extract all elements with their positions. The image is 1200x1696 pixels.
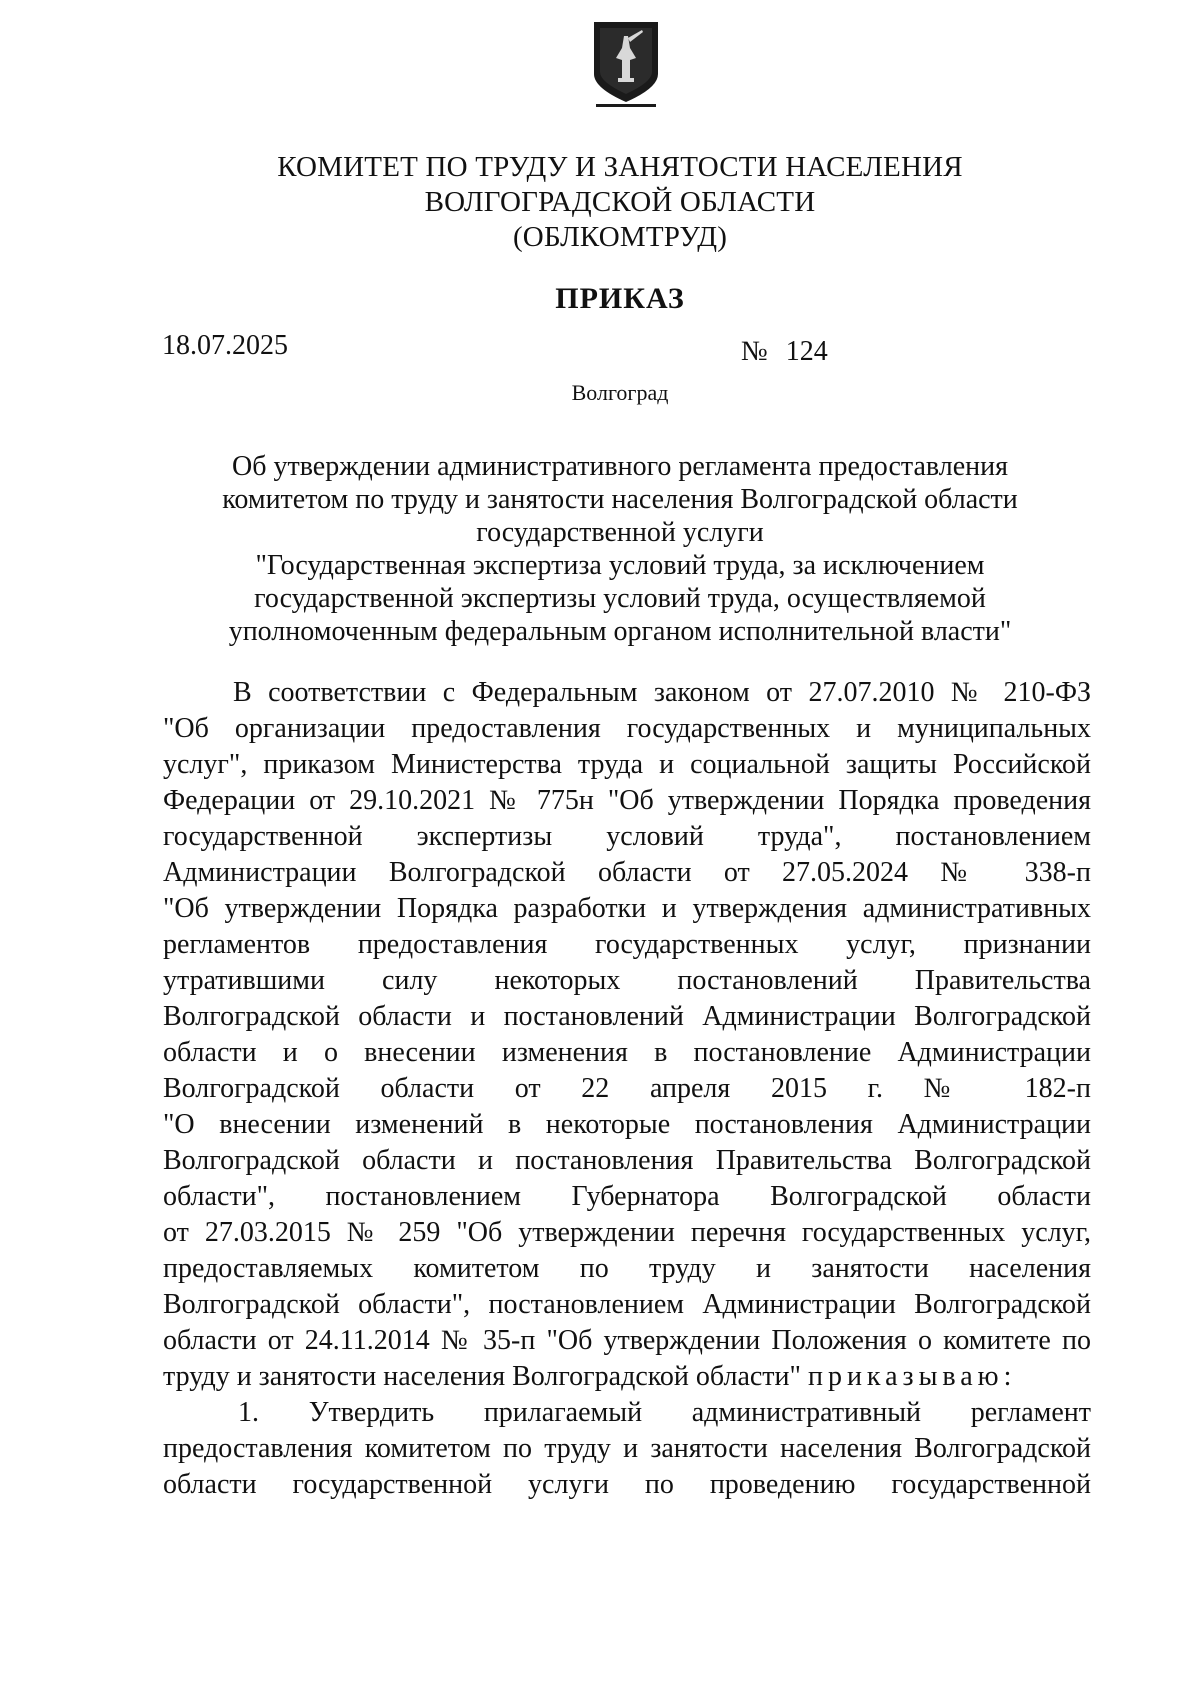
body-line: труду и занятости населения Волгоградской области" [163,1361,801,1392]
subject-line: комитетом по труду и занятости населения Волгоградской области [222,484,1018,515]
body-line: Волгоградской области", постановлением Администрации Волгоградской [163,1289,1091,1320]
body-line: Волгоградской области от 22 апреля 2015 г. № 182-п [163,1073,1091,1104]
document-subject [160,450,1080,648]
decree-word: приказываю: [807,1361,1017,1392]
item-1-line: 1. Утвердить прилагаемый административный регламент [238,1397,1091,1428]
body-line: Федерации от 29.10.2021 № 775н "Об утверждении Порядка проведения [163,785,1091,816]
body-line: области", постановлением Губернатора Волгоградской области [163,1181,1091,1212]
body-line: "Об организации предоставления государственных и муниципальных [163,713,1091,744]
body-line: области и о внесении изменения в постановление Администрации [163,1037,1091,1068]
body-line: регламентов предоставления государственных услуг, признании [163,929,1091,960]
body-line: предоставляемых комитетом по труду и занятости населения [163,1253,1091,1284]
subject-line: Об утверждении административного регламента предоставления [232,451,1008,482]
subject-line: государственной экспертизы условий труда, осуществляемой [254,583,986,614]
body-line: услуг", приказом Министерства труда и социальной защиты Российской [163,749,1091,780]
item-1-line: предоставления комитетом по труду и занятости населения Волгоградской [163,1433,1091,1464]
body-line: утратившими силу некоторых постановлений Правительства [163,965,1091,996]
body-line: Волгоградской области и постановления Правительства Волгоградской [163,1145,1091,1176]
number-sign: № [741,336,768,367]
org-abbreviation: (ОБЛКОМТРУД) [512,221,728,253]
body-line-last [163,1359,1091,1395]
number-value: 124 [785,336,828,367]
document-city: Волгоград [571,380,669,405]
body-line: В соответствии с Федеральным законом от 27.07.2010 № 210-ФЗ [233,677,1091,708]
body-line: "Об утверждении Порядка разработки и утверждения административных [163,893,1091,924]
body-line: Администрации Волгоградской области от 27.05.2024 № 338-п [163,857,1091,888]
document-date: 18.07.2025 [162,330,288,361]
item-1-line: области государственной услуги по проведению государственной [163,1469,1091,1500]
org-name-line-1: КОМИТЕТ ПО ТРУДУ И ЗАНЯТОСТИ НАСЕЛЕНИЯ [277,151,963,183]
org-name-line-2: ВОЛГОГРАДСКОЙ ОБЛАСТИ [424,186,816,218]
subject-line: уполномоченным федеральным органом исполнительной власти" [228,616,1012,647]
body-line: области от 24.11.2014 № 35-п "Об утверждении Положения о комитете по [163,1325,1091,1356]
subject-line: государственной услуги [476,517,764,548]
body-line: "О внесении изменений в некоторые постановления Администрации [163,1109,1091,1140]
subject-line: "Государственная экспертиза условий труда, за исключением [255,550,985,581]
document-type-title: ПРИКАЗ [555,282,685,315]
body-line: государственной экспертизы условий труда", постановлением [163,821,1091,852]
body-line: Волгоградской области и постановлений Администрации Волгоградской [163,1001,1091,1032]
body-line: от 27.03.2015 № 259 "Об утверждении перечня государственных услуг, [163,1217,1091,1248]
document-number [741,336,828,368]
volgograd-emblem-icon [590,18,662,110]
